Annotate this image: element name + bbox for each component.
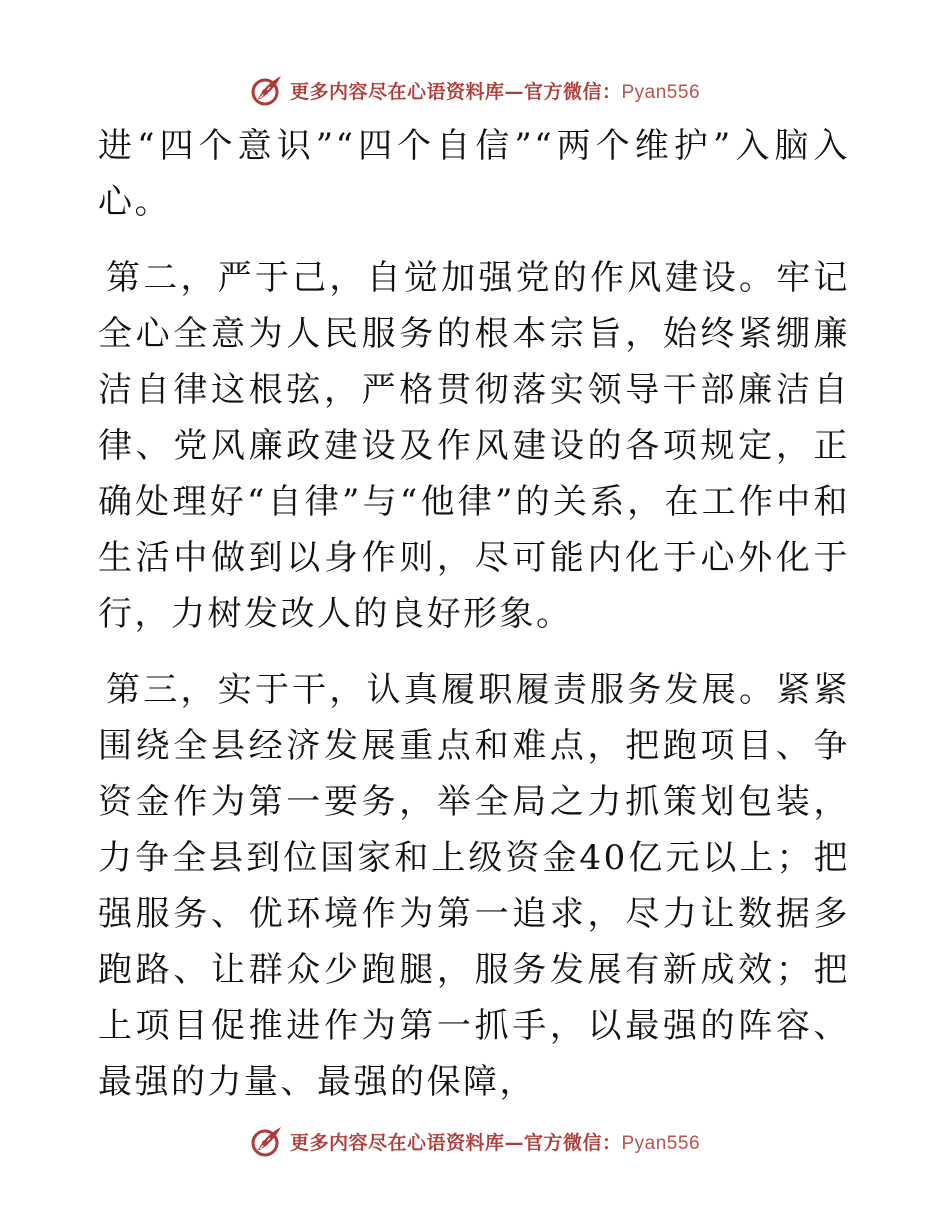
paragraph-third: 第三，实于干，认真履职履责服务发展。紧紧围绕全县经济发展重点和难点，把跑项目、争资金作为第一要务，举全局之力抓策划包装，力争全县到位国家和上级资金40亿元以上；把强服务、优环境作为第一追求，尽力让数据多跑路、让群众少跑腿，服务发展有新成效；把上项目促推进作为第一抓手，以最强的阵容、最强的力量、最强的保障，	[98, 670, 850, 1102]
quill-logo-icon	[250, 73, 284, 107]
footer-banner	[0, 1121, 950, 1161]
header-banner-text: 更多内容尽在心语资料库—官方微信：Pyan556	[289, 80, 701, 103]
footer-wechat-id: Pyan556	[621, 1132, 701, 1154]
quill-logo-icon	[250, 1124, 284, 1158]
header-banner	[0, 70, 950, 110]
paragraph-continuation: 进“四个意识”“四个自信”“两个维护”入脑入心。	[98, 126, 850, 222]
footer-banner-text: 更多内容尽在心语资料库—官方微信：Pyan556	[289, 1131, 701, 1154]
header-wechat-id: Pyan556	[621, 81, 701, 103]
paragraph-second: 第二，严于己，自觉加强党的作风建设。牢记全心全意为人民服务的根本宗旨，始终紧绷廉洁自律这根弦，严格贯彻落实领导干部廉洁自律、党风廉政建设及作风建设的各项规定，正确处理好“自律”与“他律”的关系，在工作中和生活中做到以身作则，尽可能内化于心外化于行，力树发改人的良好形象。	[98, 258, 850, 634]
document-body	[98, 118, 850, 1110]
